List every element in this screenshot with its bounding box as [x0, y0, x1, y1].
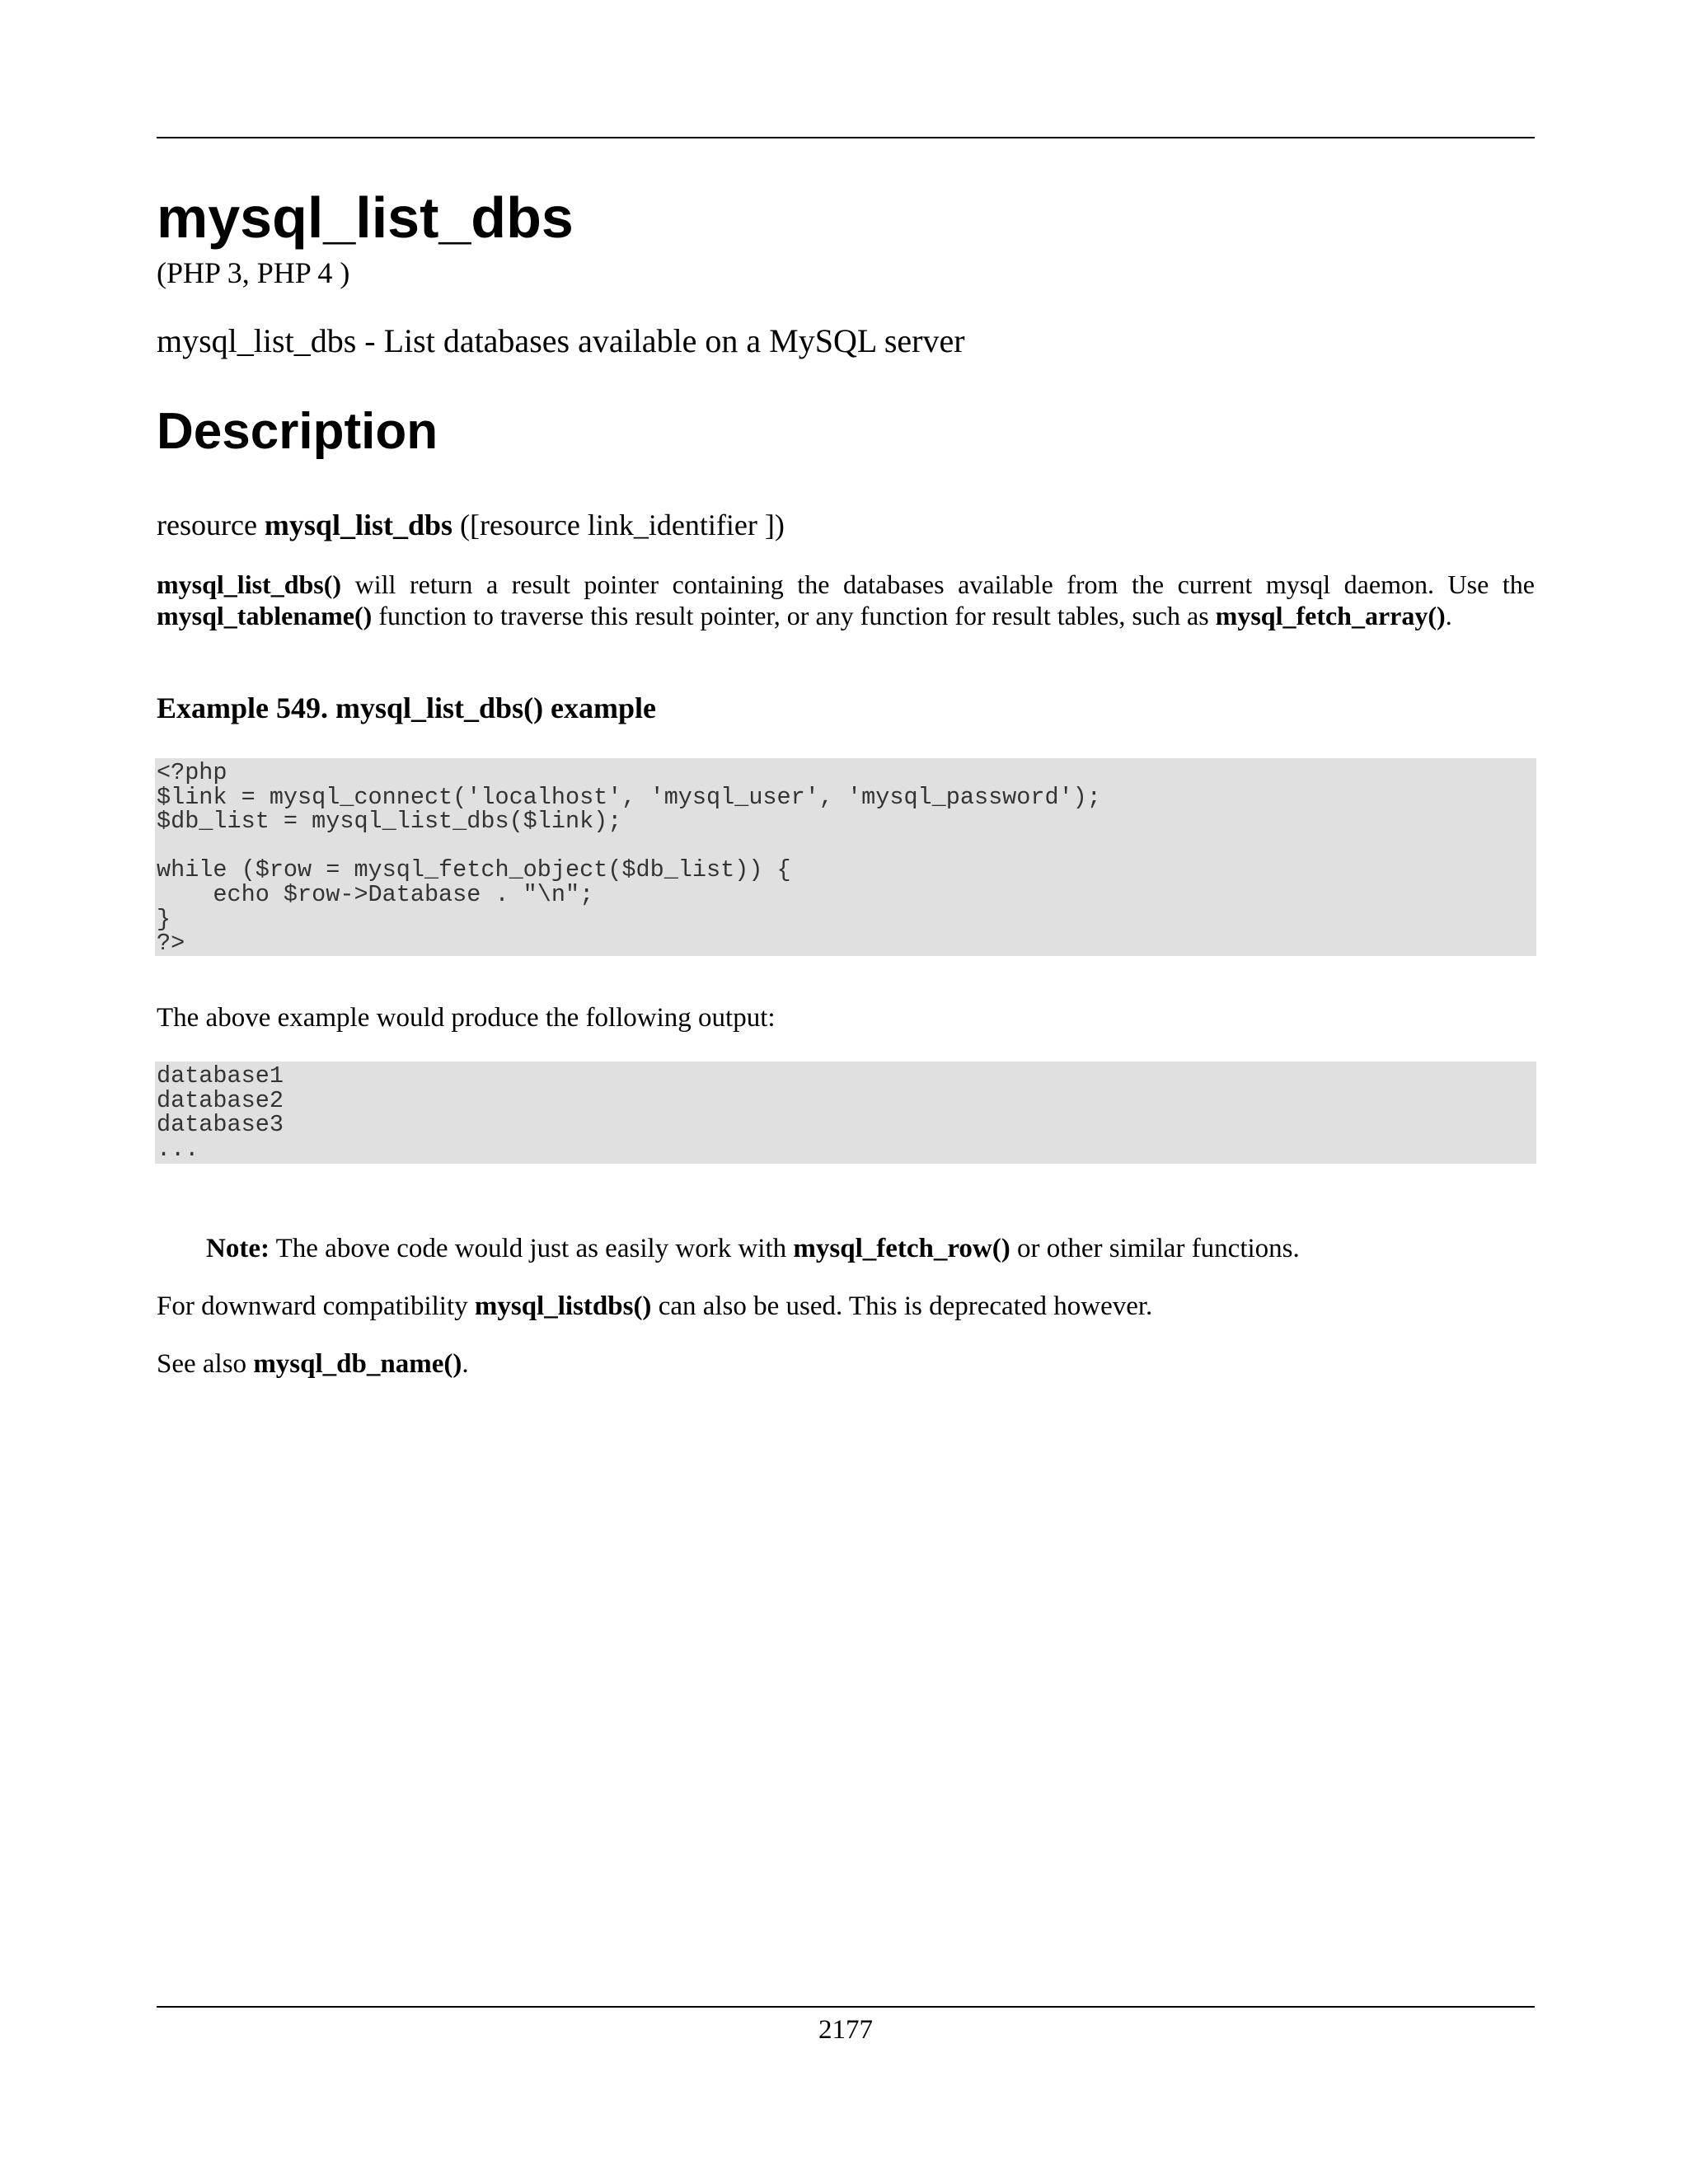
- function-ref: mysql_fetch_row(): [793, 1234, 1010, 1263]
- example-output-block: database1 database2 database3 ...: [155, 1062, 1536, 1164]
- description-paragraph: mysql_list_dbs() will return a result pointer containing the databases available from the current mysql daemon. Use the mysql_tablename() function to traverse this result pointer, or any function for result tables, such as mysql_fetch_array().: [157, 569, 1535, 630]
- example-code-block: <?php $link = mysql_connect('localhost', 'mysql_user', 'mysql_password'); $db_list = mysql_list_dbs($link); while ($row = mysql_fetch_object($db_list)) { echo $row->Database . "\n"; } ?>: [155, 758, 1536, 956]
- function-ref: mysql_fetch_array(): [1215, 601, 1446, 630]
- function-synopsis: [157, 508, 785, 543]
- output-intro: The above example would produce the following output:: [157, 1003, 776, 1033]
- function-ref: mysql_tablename(): [157, 601, 373, 630]
- example-title: Example 549. mysql_list_dbs() example: [157, 691, 657, 724]
- refpurpose: mysql_list_dbs - List databases available on a MySQL server: [157, 322, 965, 359]
- page-number: 2177: [818, 2015, 873, 2045]
- section-heading-description: Description: [157, 403, 438, 460]
- synopsis-params: ([resource link_identifier ]): [460, 509, 785, 541]
- page-title: mysql_list_dbs: [157, 185, 574, 250]
- note-paragraph: Note: The above code would just as easily work with mysql_fetch_row() or other similar functions.: [206, 1234, 1300, 1263]
- compat-paragraph: For downward compatibility mysql_listdbs() can also be used. This is deprecated however.: [157, 1291, 1153, 1321]
- synopsis-function-name: mysql_list_dbs: [264, 509, 452, 541]
- function-ref: mysql_db_name(): [253, 1349, 462, 1379]
- function-ref: mysql_listdbs(): [474, 1291, 652, 1321]
- synopsis-return-type: resource: [157, 509, 257, 541]
- function-ref: mysql_list_dbs(): [157, 569, 342, 599]
- see-also-paragraph: See also mysql_db_name().: [157, 1349, 469, 1379]
- note-label: Note:: [206, 1234, 270, 1263]
- php-versions: (PHP 3, PHP 4 ): [157, 256, 350, 289]
- header-rule: [157, 137, 1535, 138]
